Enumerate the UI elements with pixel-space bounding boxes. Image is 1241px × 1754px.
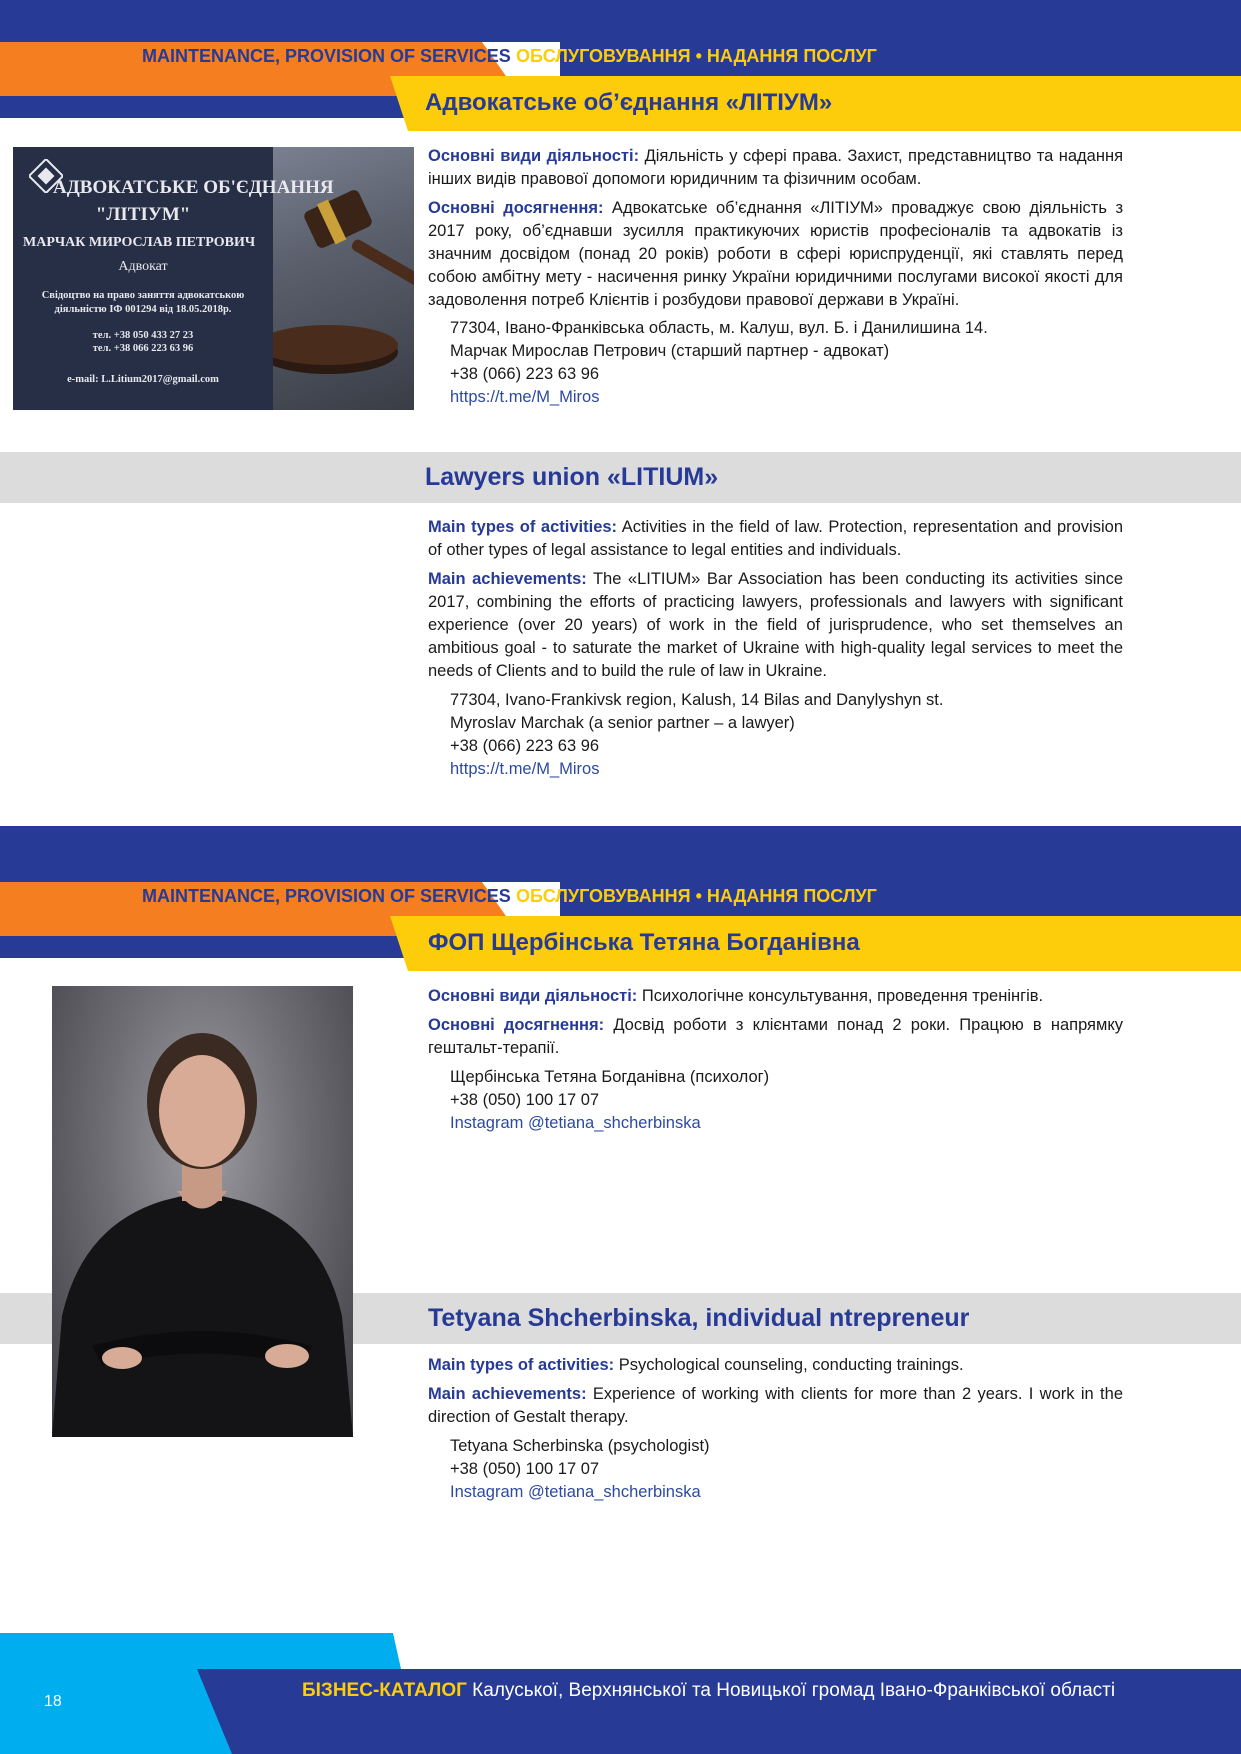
card-line-5: Свідоцтво на право заняття адвокатською — [41, 290, 245, 301]
portrait-photo — [52, 986, 353, 1437]
entry2-ua-activities — [428, 985, 1123, 1008]
address: 77304, Івано-Франківська область, м. Калуш, вул. Б. і Данилишина 14. — [450, 319, 988, 337]
contact-person: Myroslav Marchak (a senior partner – a lawyer) — [450, 714, 795, 732]
activities-label: Main types of activities: — [428, 1356, 615, 1374]
address: 77304, Ivano-Frankivsk region, Kalush, 14 Bilas and Danylyshyn st. — [450, 691, 944, 709]
card-phone-1: тел. +38 050 433 27 23 — [92, 330, 194, 341]
card-line-6: діяльністю ІФ 001294 від 18.05.2018р. — [54, 304, 232, 315]
achievements-label: Main achievements: — [428, 1385, 587, 1403]
card-line-2: "ЛІТІУМ" — [95, 204, 191, 225]
achievements-label: Main achievements: — [428, 570, 587, 588]
achievements-text: Experience of working with clients for more than 2 years. I work in the direction of Gestalt therapy. — [428, 1385, 1123, 1426]
card-line-4: Адвокат — [118, 259, 168, 274]
entry1-title-en: Lawyers union «LITIUM» — [425, 463, 719, 491]
activities-text: Activities in the field of law. Protection, representation and provision of other types of legal assistance to legal entities and individuals. — [428, 518, 1123, 559]
category-ua: ОБСЛУГОВУВАННЯ • НАДАННЯ ПОСЛУГ — [516, 886, 877, 906]
header2-band-bottom — [0, 936, 420, 958]
card-phone-2: тел. +38 066 223 63 96 — [92, 343, 194, 354]
instagram-link[interactable]: Instagram @tetiana_shcherbinska — [450, 1114, 701, 1132]
contact-person: Щербінська Тетяна Богданівна (психолог) — [450, 1068, 770, 1086]
phone: +38 (066) 223 63 96 — [450, 737, 600, 755]
entry2-en-contacts — [450, 1435, 710, 1504]
header-band-top — [0, 0, 1241, 42]
contact-person: Марчак Мирослав Петрович (старший партнер - адвокат) — [450, 342, 890, 360]
activities-label: Основні види діяльності: — [428, 147, 640, 165]
card-line-1: АДВОКАТСЬКЕ ОБ'ЄДНАННЯ — [53, 177, 334, 198]
telegram-link[interactable]: https://t.me/M_Miros — [450, 388, 600, 406]
entry2-ua-contacts — [450, 1066, 769, 1135]
activities-label: Main types of activities: — [428, 518, 618, 536]
header-band-bottom — [0, 96, 420, 118]
phone: +38 (050) 100 17 07 — [450, 1460, 600, 1478]
achievements-text: The «LITIUM» Bar Association has been conducting its activities since 2017, combining the efforts of practicing lawyers, professionals and lawyers with significant experience (over 20 years) of work in the field of jurisprudence, who set themselves an ambitious goal - to saturate the market of Ukraine with high-quality legal services to meet the needs of Clients and to build the rule of law in Ukraine. — [428, 570, 1124, 680]
activities-text: Психологічне консультування, проведення тренінгів. — [637, 987, 1044, 1005]
entry1-ua-activities — [428, 145, 1123, 191]
contact-person: Tetyana Scherbinska (psychologist) — [450, 1437, 710, 1455]
phone: +38 (066) 223 63 96 — [450, 365, 600, 383]
card-line-3: МАРЧАК МИРОСЛАВ ПЕТРОВИЧ — [23, 235, 256, 250]
entry2-title-en: Tetyana Shcherbinska, individual ntrepreneur — [428, 1304, 970, 1332]
activities-label: Основні види діяльності: — [428, 987, 638, 1005]
person-silhouette-icon — [52, 986, 353, 1437]
entry1-en-activities — [428, 516, 1123, 562]
catalog-text: Калуської, Верхнянської та Новицької громад Івано-Франківської області — [466, 1680, 1116, 1701]
category-en: MAINTENANCE, PROVISION OF SERVICES — [142, 46, 511, 66]
entry2-en-achievements — [428, 1383, 1123, 1429]
entry1-en-achievements — [428, 568, 1123, 683]
card-email: e-mail: L.Litium2017@gmail.com — [67, 374, 219, 385]
activities-text: Psychological counseling, conducting trainings. — [614, 1356, 964, 1374]
category-en: MAINTENANCE, PROVISION OF SERVICES — [142, 886, 511, 906]
phone: +38 (050) 100 17 07 — [450, 1091, 600, 1109]
instagram-link[interactable]: Instagram @tetiana_shcherbinska — [450, 1483, 701, 1501]
entry1-ua-achievements — [428, 197, 1123, 312]
achievements-label: Основні досягнення: — [428, 1016, 605, 1034]
header2-band-top — [0, 826, 1241, 882]
entry1-ua-contacts — [450, 317, 988, 409]
business-card-image — [13, 147, 414, 410]
catalog-label: БІЗНЕС-КАТАЛОГ — [302, 1680, 467, 1701]
achievements-label: Основні досягнення: — [428, 199, 604, 217]
entry1-en-contacts — [450, 689, 943, 781]
footer-caption — [302, 1680, 1115, 1702]
entry2-en-activities — [428, 1354, 1123, 1377]
activities-text: Діяльність у сфері права. Захист, представництво та надання інших видів правової допомоги юридичним та фізичним особам. — [428, 147, 1124, 188]
achievements-text: Досвід роботи з клієнтами понад 2 роки. Працюю в напрямку гештальт-терапії. — [428, 1016, 1123, 1057]
category-ua: ОБСЛУГОВУВАННЯ • НАДАННЯ ПОСЛУГ — [516, 46, 877, 66]
achievements-text: Адвокатське об’єднання «ЛІТІУМ» проваджує свою діяльність з 2017 року, об’єднавши зусилля практикуючих юристів професіоналів та адвокатів із значним досвідом (понад 20 років) роботи в сфері юриспруденції, які ставлять перед собою амбітну мету - насичення ринку України юридичними послугами високої якості для задоволення потреб Клієнтів і розбудови правової держави в Україні. — [428, 199, 1124, 309]
telegram-link[interactable]: https://t.me/M_Miros — [450, 760, 600, 778]
entry1-title-ua: Адвокатське об’єднання «ЛІТІУМ» — [425, 89, 833, 116]
entry2-title-ua: ФОП Щербінська Тетяна Богданівна — [428, 929, 860, 956]
page-number: 18 — [44, 1693, 62, 1710]
entry2-ua-achievements — [428, 1014, 1123, 1060]
